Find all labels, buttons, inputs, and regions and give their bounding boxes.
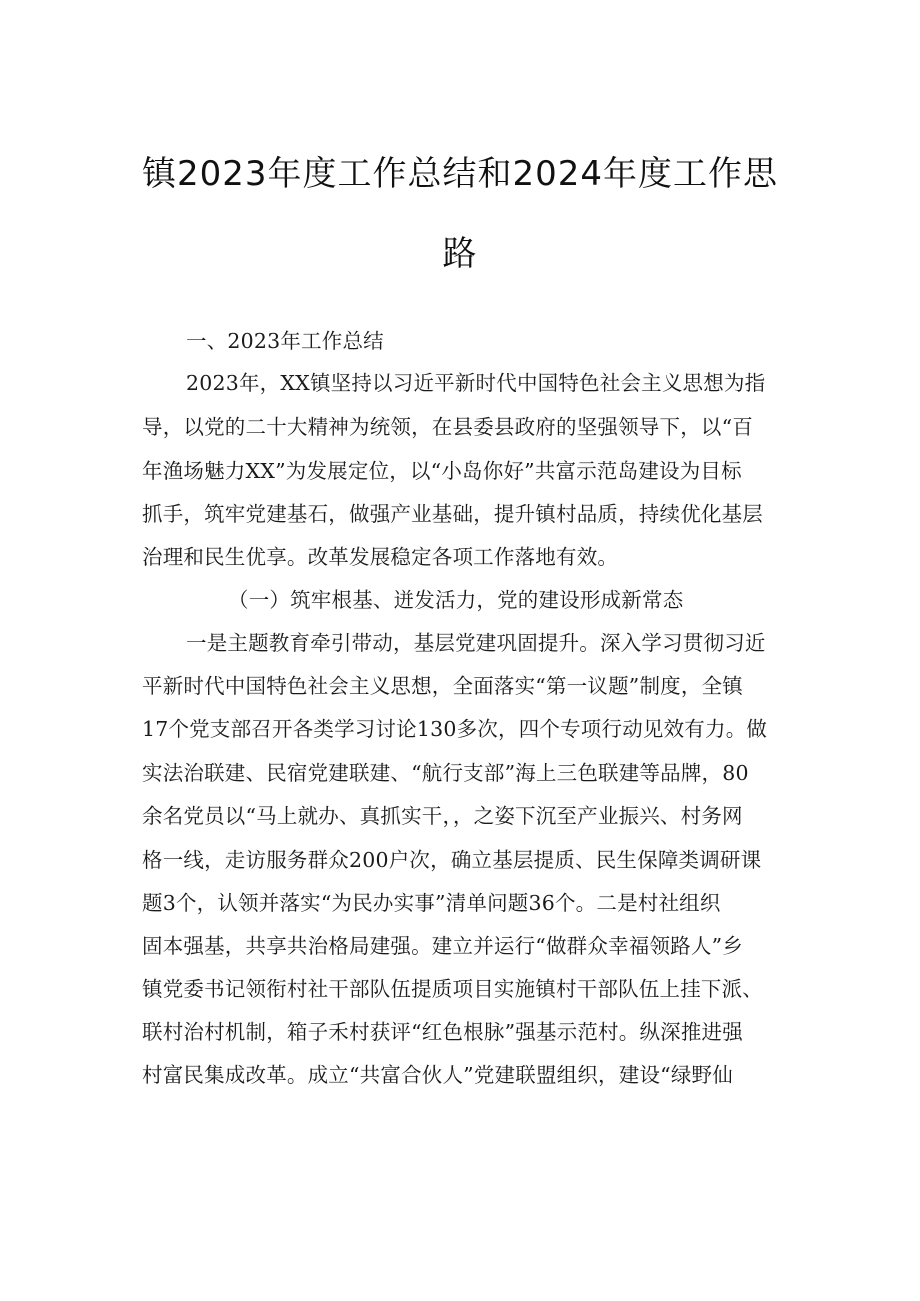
paragraph-line: 导，以党的二十大精神为统领，在县委县政府的坚强领导下，以“百 <box>142 415 753 439</box>
section-heading: 一、2023年工作总结 <box>186 329 384 353</box>
paragraph-line: 实法治联建、民宿党建联建、“航行支部”海上三色联建等品牌，80 <box>142 761 749 785</box>
paragraph-line: 镇党委书记领衔村社干部队伍提质项目实施镇村干部队伍上挂下派、 <box>142 977 763 1001</box>
paragraph-line: 联村治村机制，箱子禾村获评“红色根脉”强基示范村。纵深推进强 <box>142 1020 743 1044</box>
paragraph-line: 抓手，筑牢党建基石，做强产业基础，提升镇村品质，持续优化基层 <box>142 502 763 526</box>
document-title-line-2: 路 <box>442 234 478 274</box>
paragraph-line: 2023年，XX镇坚持以习近平新时代中国特色社会主义思想为指 <box>186 371 766 395</box>
paragraph-line: 题3个，认领并落实“为民办实事”清单问题36个。二是村社组织 <box>142 891 721 915</box>
paragraph-line: 17个党支部召开各类学习讨论130多次，四个专项行动见效有力。做 <box>142 717 768 741</box>
paragraph-line: 年渔场魅力XX”为发展定位，以“小岛你好”共富示范岛建设为目标 <box>142 459 742 483</box>
subsection-heading: （一）筑牢根基、迸发活力，党的建设形成新常态 <box>228 588 684 612</box>
paragraph-line: 村富民集成改革。成立“共富合伙人”党建联盟组织，建设“绿野仙 <box>142 1063 733 1087</box>
paragraph-line: 格一线，走访服务群众200户次，确立基层提质、民生保障类调研课 <box>142 848 762 872</box>
paragraph-line: 余名党员以“马上就办、真抓实干，，之姿下沉至产业振兴、村务网 <box>142 804 743 828</box>
paragraph-line: 固本强基，共享共治格局建强。建立并运行“做群众幸福领路人”乡 <box>142 934 743 958</box>
document-title-line-1: 镇2023年度工作总结和2024年度工作思 <box>141 154 779 194</box>
paragraph-line: 平新时代中国特色社会主义思想，全面落实“第一议题”制度，全镇 <box>142 674 743 698</box>
paragraph-line: 一是主题教育牵引带动，基层党建巩固提升。深入学习贯彻习近 <box>186 631 766 655</box>
paragraph-line: 治理和民生优享。改革发展稳定各项工作落地有效。 <box>142 545 619 569</box>
